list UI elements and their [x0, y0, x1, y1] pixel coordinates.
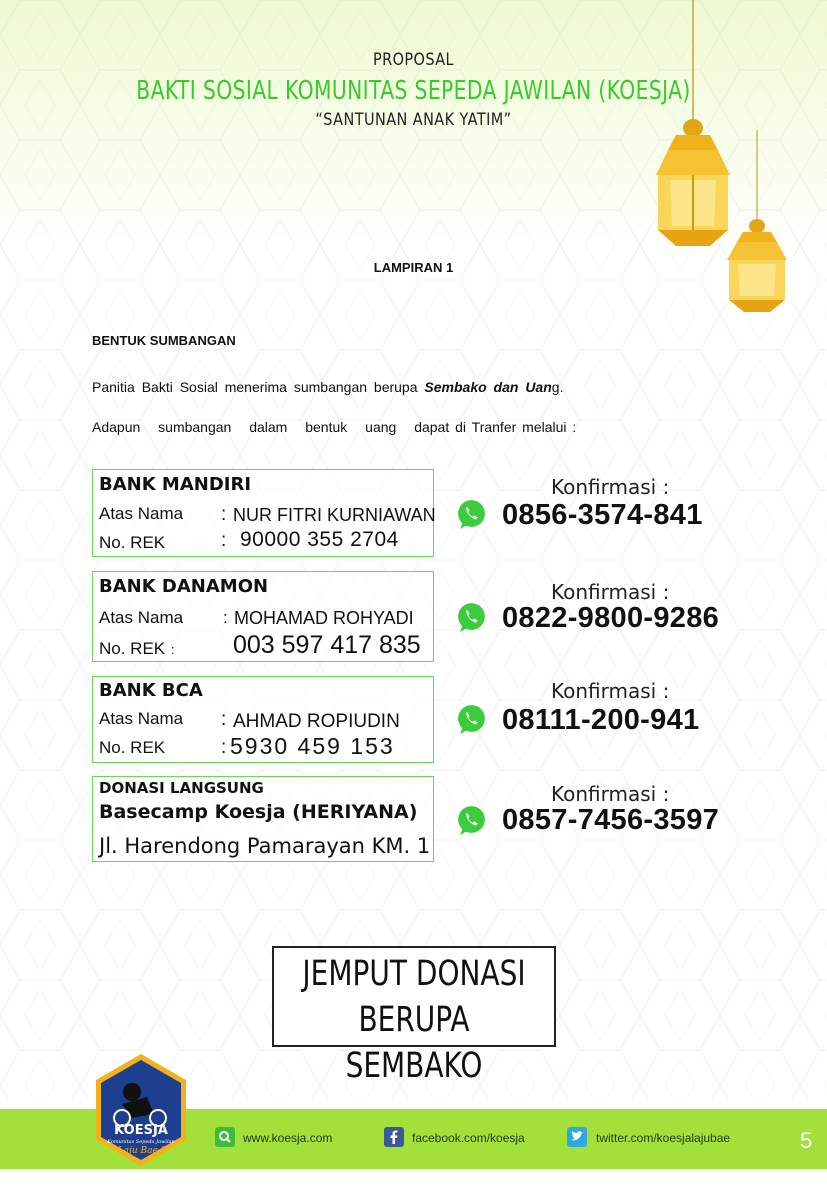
bank-box-danamon [92, 571, 434, 662]
account-label: No. REK [99, 639, 166, 658]
account-number: 003 597 417 835 [233, 631, 421, 659]
whatsapp-icon [455, 804, 488, 837]
holder-name: MOHAMAD ROHYADI [234, 608, 414, 628]
holder-label: Atas Nama [99, 608, 184, 627]
bank-name: BANK MANDIRI [99, 474, 252, 495]
logo-tagline: Komunitas Sepeda Jawilan [107, 1139, 175, 1145]
whatsapp-icon [455, 601, 488, 634]
pickup-donation-banner [272, 946, 556, 1086]
holder-colon: : [221, 709, 227, 730]
section-title: BENTUK SUMBANGAN [92, 333, 236, 348]
footer-facebook[interactable]: facebook.com/koesja [412, 1131, 525, 1145]
account-colon: : [221, 530, 227, 551]
header-proposal: PROPOSAL [372, 50, 454, 70]
donation-title: DONASI LANGSUNG [99, 779, 264, 797]
account-colon-small: : [171, 642, 175, 657]
pickup-line1: JEMPUT DONASI [302, 954, 526, 994]
whatsapp-icon [455, 703, 488, 736]
holder-label: Atas Nama [99, 709, 184, 728]
paragraph-donation-type [92, 379, 563, 395]
holder-colon: : [223, 608, 228, 627]
bank-box-mandiri [92, 469, 434, 557]
donation-address: Jl. Harendong Pamarayan KM. 1 [99, 834, 431, 858]
confirmation-label: Konfirmasi : [551, 475, 670, 499]
bank-name: BANK DANAMON [99, 576, 269, 597]
account-label: No. REK [99, 738, 166, 757]
confirmation-label: Konfirmasi : [551, 580, 670, 604]
confirmation-phone[interactable]: 08111-200-941 [502, 704, 700, 736]
bank-name: BANK BCA [99, 680, 203, 701]
holder-label: Atas Nama [99, 504, 184, 523]
holder-colon: : [221, 504, 227, 525]
logo-motto: Laju Bae ! [117, 1146, 165, 1156]
account-number: 5930 459 153 [230, 733, 395, 759]
header-title: BAKTI SOSIAL KOMUNITAS SEPEDA JAWILAN (KOESJA) [136, 76, 691, 106]
paragraph-emphasis: Sembako dan Uan [424, 379, 552, 395]
twitter-icon [567, 1127, 587, 1147]
paragraph-suffix: g. [551, 379, 564, 395]
footer-twitter[interactable]: twitter.com/koesjalajubae [596, 1131, 731, 1145]
confirmation-phone[interactable]: 0822-9800-9286 [502, 602, 720, 634]
search-icon [215, 1127, 235, 1147]
paragraph-transfer-main: Adapun sumbangan dalam bentuk uang dapat [92, 419, 450, 435]
account-label: No. REK [99, 533, 166, 552]
holder-name: AHMAD ROPIUDIN [233, 711, 400, 732]
account-colon: : [221, 737, 227, 758]
koesja-logo [92, 1052, 190, 1168]
account-number: 90000 355 2704 [240, 528, 399, 551]
bank-box-bca [92, 676, 434, 763]
confirmation-phone[interactable]: 0857-7456-3597 [502, 804, 720, 836]
paragraph-transfer-tail: di Tranfer melalui : [449, 419, 577, 435]
facebook-icon [384, 1127, 404, 1147]
confirmation-phone[interactable]: 0856-3574-841 [502, 499, 703, 531]
confirmation-label: Konfirmasi : [551, 679, 670, 703]
confirmation-label: Konfirmasi : [551, 782, 670, 806]
direct-donation-box [92, 776, 434, 862]
header-subtitle: “SANTUNAN ANAK YATIM” [315, 110, 512, 130]
pickup-line2: BERUPA SEMBAKO [345, 1000, 483, 1086]
holder-name: NUR FITRI KURNIAWAN [233, 505, 436, 525]
lantern-small-icon [722, 130, 792, 315]
paragraph-prefix: Panitia Bakti Sosial menerima sumbangan berupa [92, 379, 425, 395]
whatsapp-icon [455, 498, 488, 531]
logo-name: KOESJA [114, 1123, 168, 1138]
footer-website[interactable]: www.koesja.com [243, 1131, 333, 1145]
page-number: 5 [800, 1128, 813, 1153]
paragraph-transfer [92, 419, 576, 435]
lampiran-label: LAMPIRAN 1 [373, 260, 454, 275]
donation-place: Basecamp Koesja (HERIYANA) [99, 801, 418, 823]
